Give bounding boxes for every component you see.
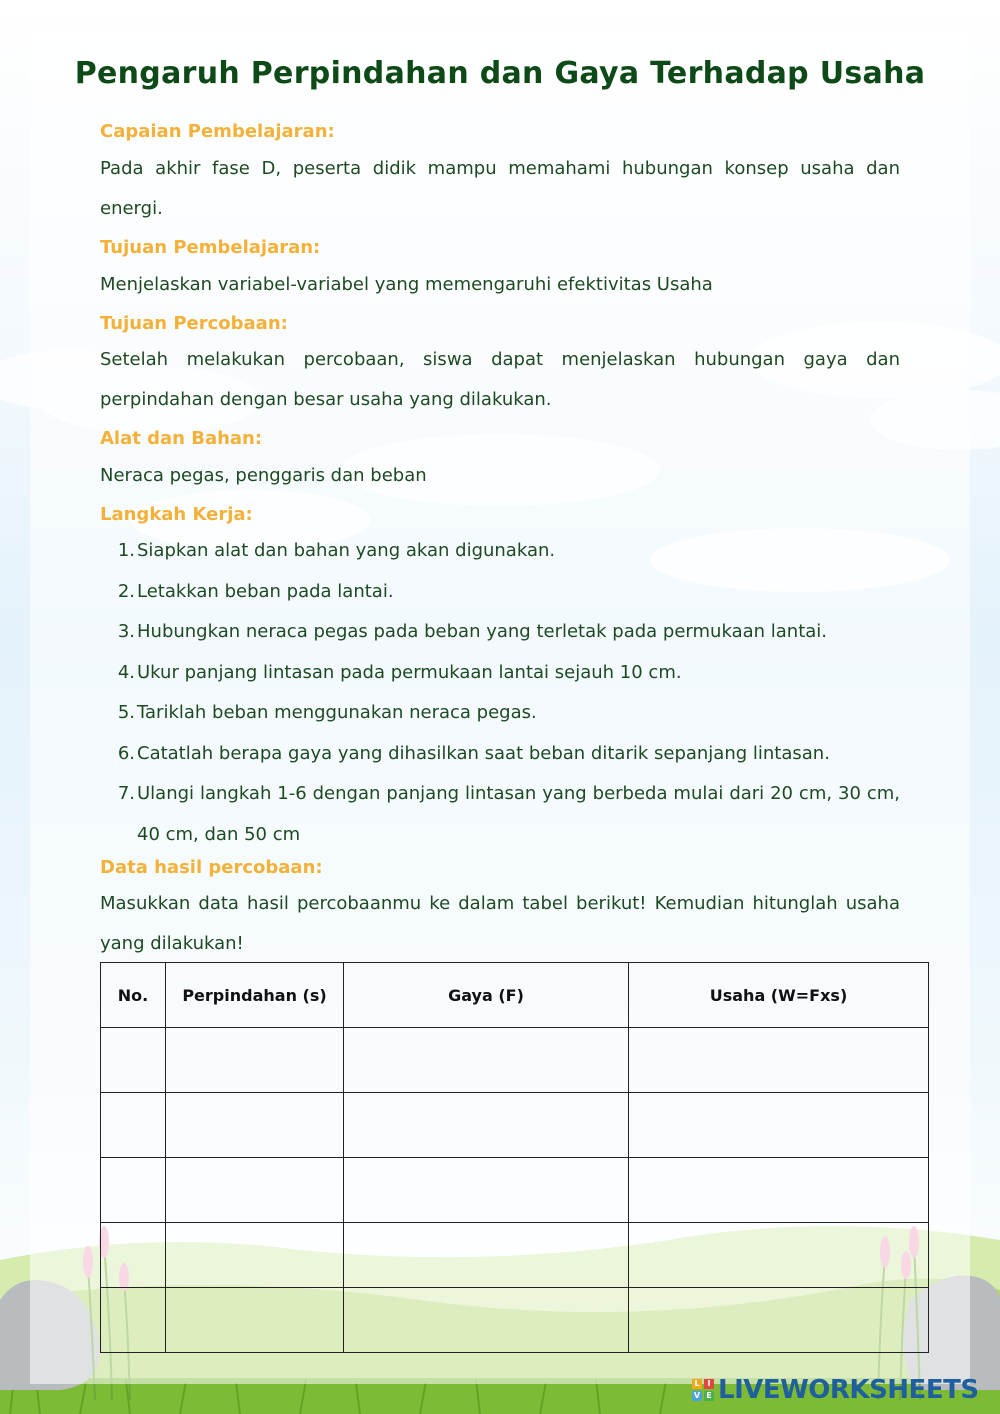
liveworksheets-logo-icon: L I V E	[692, 1379, 714, 1401]
step-number: 6.	[117, 742, 135, 764]
step-text: Letakkan beban pada lantai.	[137, 580, 394, 602]
table-row	[101, 1223, 929, 1288]
table-cell-gaya[interactable]	[344, 1093, 629, 1158]
heading-tujuan-pembelajaran: Tujuan Pembelajaran:	[100, 237, 321, 258]
table-row	[101, 1093, 929, 1158]
step-item	[100, 531, 900, 572]
step-number: 5.	[117, 702, 135, 723]
step-item	[100, 612, 900, 653]
table-cell-no[interactable]	[101, 1028, 166, 1093]
step-text: Hubungkan neraca pegas pada beban yang terletak pada permukaan lantai.	[137, 621, 828, 642]
table-cell-gaya[interactable]	[344, 1028, 629, 1093]
step-number: 4.	[117, 661, 135, 683]
step-number: 2.	[117, 580, 135, 602]
heading-langkah-kerja: Langkah Kerja:	[100, 504, 253, 525]
table-cell-perpindahan[interactable]	[166, 1223, 344, 1288]
table-cell-usaha[interactable]	[629, 1288, 929, 1353]
table-cell-no[interactable]	[101, 1288, 166, 1353]
heading-data-hasil: Data hasil percobaan:	[100, 857, 323, 878]
step-number: 1.	[117, 540, 135, 561]
text-tujuan-pembelajaran: Menjelaskan variabel-variabel yang memengaruhi efektivitas Usaha	[100, 274, 713, 295]
step-item	[100, 572, 900, 613]
table-cell-perpindahan[interactable]	[166, 1028, 344, 1093]
step-number: 3.	[117, 621, 135, 642]
heading-tujuan-percobaan: Tujuan Percobaan:	[100, 313, 288, 334]
step-text: Tariklah beban menggunakan neraca pegas.	[137, 702, 537, 723]
steps-list	[100, 531, 900, 855]
liveworksheets-logo[interactable]	[692, 1375, 979, 1405]
table-cell-usaha[interactable]	[629, 1093, 929, 1158]
table-header-row	[101, 963, 929, 1028]
table-cell-perpindahan[interactable]	[166, 1288, 344, 1353]
step-item	[100, 734, 900, 775]
table-row	[101, 1288, 929, 1353]
step-text: Ulangi langkah 1-6 dengan panjang lintasan yang berbeda mulai dari 20 cm, 30 cm, 40 cm, dan 50 cm	[137, 783, 900, 845]
table-cell-usaha[interactable]	[629, 1223, 929, 1288]
page-title: Pengaruh Perpindahan dan Gaya Terhadap Usaha	[74, 56, 926, 91]
text-capaian: Pada akhir fase D, peserta didik mampu memahami hubungan konsep usaha dan energi.	[100, 158, 900, 219]
column-header-no: No.	[101, 963, 166, 1028]
step-item	[100, 653, 900, 694]
text-alat-bahan: Neraca pegas, penggaris dan beban	[100, 465, 427, 486]
table-cell-no[interactable]	[101, 1223, 166, 1288]
table-cell-gaya[interactable]	[344, 1158, 629, 1223]
table-cell-no[interactable]	[101, 1093, 166, 1158]
table-cell-usaha[interactable]	[629, 1028, 929, 1093]
text-tujuan-percobaan: Setelah melakukan percobaan, siswa dapat menjelaskan hubungan gaya dan perpindahan dengan besar usaha yang dilakukan.	[100, 349, 900, 410]
step-text: Catatlah berapa gaya yang dihasilkan saat beban ditarik sepanjang lintasan.	[137, 742, 830, 764]
heading-capaian: Capaian Pembelajaran:	[100, 121, 335, 142]
step-item	[100, 774, 900, 855]
table-cell-gaya[interactable]	[344, 1288, 629, 1353]
table-cell-usaha[interactable]	[629, 1158, 929, 1223]
step-text: Ukur panjang lintasan pada permukaan lantai sejauh 10 cm.	[137, 661, 682, 683]
table-cell-gaya[interactable]	[344, 1223, 629, 1288]
table-row	[101, 1028, 929, 1093]
step-item	[100, 693, 900, 734]
results-table	[100, 962, 929, 1353]
table-cell-perpindahan[interactable]	[166, 1093, 344, 1158]
heading-alat-bahan: Alat dan Bahan:	[100, 428, 263, 449]
step-number: 7.	[117, 783, 135, 804]
liveworksheets-logo-text: LIVEWORKSHEETS	[718, 1375, 979, 1405]
column-header-usaha: Usaha (W=Fxs)	[629, 963, 929, 1028]
text-data-hasil: Masukkan data hasil percobaanmu ke dalam tabel berikut! Kemudian hitunglah usaha yang dilakukan!	[100, 893, 900, 954]
step-text: Siapkan alat dan bahan yang akan digunakan.	[137, 540, 556, 561]
column-header-perpindahan: Perpindahan (s)	[166, 963, 344, 1028]
table-cell-perpindahan[interactable]	[166, 1158, 344, 1223]
table-row	[101, 1158, 929, 1223]
column-header-gaya: Gaya (F)	[344, 963, 629, 1028]
table-cell-no[interactable]	[101, 1158, 166, 1223]
